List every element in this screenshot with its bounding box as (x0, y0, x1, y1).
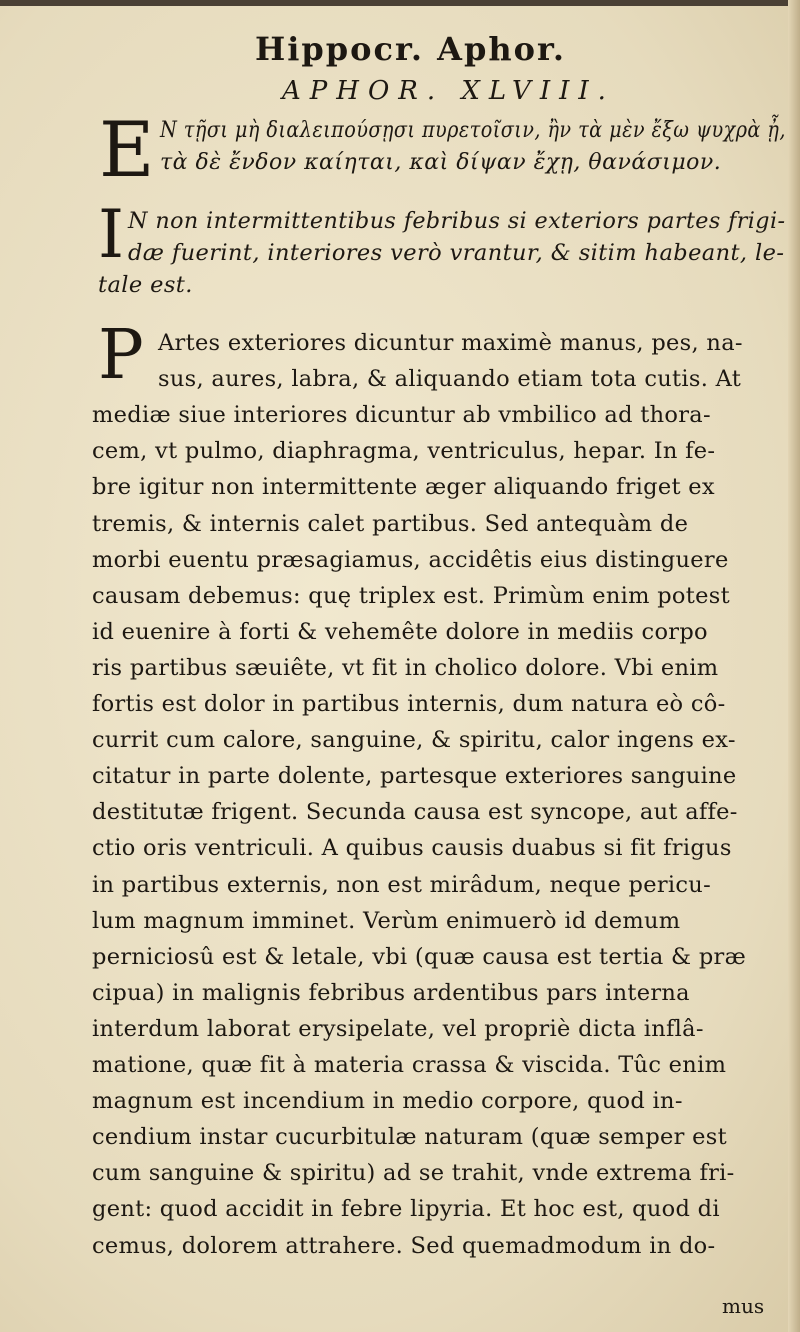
commentary-line: Artes exteriores dicuntur maximè manus, pes, na- (158, 330, 743, 356)
commentary-line: cemus, dolorem attrahere. Sed quemadmodum in do- (92, 1232, 716, 1259)
commentary-line: mediæ siue interiores dicuntur ab vmbilico ad thora- (92, 402, 711, 429)
commentary-line: bre igitur non intermittente æger aliquando friget ex (92, 474, 715, 501)
commentary-line: cipua) in malignis febribus ardentibus pars interna (92, 979, 690, 1006)
latin-drop-initial: I (98, 196, 125, 273)
greek-drop-initial: E (99, 105, 155, 194)
catchword: mus (722, 1294, 765, 1318)
commentary-line: matione, quæ fit à materia crassa & viscida. Tûc enim (92, 1052, 727, 1078)
commentary-line: in partibus externis, non est mirâdum, neque pericu- (92, 871, 712, 898)
commentary-line: tremis, & internis calet partibus. Sed antequàm de (92, 510, 689, 537)
commentary-line: cem, vt pulmo, diaphragma, ventriculus, hepar. In fe- (92, 438, 716, 465)
page-gutter-shadow (788, 0, 800, 1332)
commentary-line: cendium instar cucurbitulæ naturam (quæ semper est (92, 1124, 727, 1151)
commentary-line: cum sanguine & spiritu) ad se trahit, vnde extrema fri- (92, 1160, 735, 1187)
latin-line-2: dæ fuerint, interiores verò vrantur, & sitim habeant, le- (128, 240, 785, 266)
commentary-line: ris partibus sæuiête, vt fit in cholico dolore. Vbi enim (92, 654, 719, 681)
running-head: Hippocr. Aphor. (255, 30, 567, 68)
greek-line-1: Ν τῇσι μὴ διαλειπούσῃσι πυρετοῖσιν, ἢν τὰ μὲν ἔξω ψυχρὰ ᾖ, (160, 118, 786, 143)
commentary-line: magnum est incendium in medio corpore, quod in- (92, 1088, 683, 1115)
commentary-line: ctio oris ventriculi. A quibus causis duabus si fit frigus (92, 835, 732, 862)
commentary-line: sus, aures, labra, & aliquando etiam tota cutis. At (158, 366, 742, 393)
latin-line-1: N non intermittentibus febribus si exteriors partes frigi- (128, 208, 786, 234)
commentary-drop-initial: P (98, 316, 144, 395)
commentary-line: fortis est dolor in partibus internis, dum natura eò cô- (92, 691, 726, 717)
commentary-line: interdum laborat erysipelate, vel propriè dicta inflâ- (92, 1015, 704, 1042)
commentary-line: id euenire à forti & vehemête dolore in mediis corpo (92, 618, 708, 645)
commentary-line: lum magnum imminet. Verùm enimuerò id demum (92, 907, 681, 934)
page-top-edge (0, 0, 800, 6)
commentary-line: morbi euentu præsagiamus, accidêtis eius distinguere (92, 546, 729, 573)
commentary-line: citatur in parte dolente, partesque exteriores sanguine (92, 763, 737, 790)
greek-line-2: τὰ δὲ ἔνδον καίηται, καὶ δίψαν ἔχῃ, θανάσιμον. (160, 150, 722, 175)
aphorism-number: APHOR. XLVIII. (282, 76, 615, 106)
commentary-line: currit cum calore, sanguine, & spiritu, calor ingens ex- (92, 727, 736, 754)
commentary-line: perniciosû est & letale, vbi (quæ causa est tertia & præ (92, 943, 747, 970)
commentary-line: causam debemus: quę triplex est. Primùm enim potest (92, 582, 730, 609)
commentary-line: gent: quod accidit in febre lipyria. Et hoc est, quod di (92, 1196, 720, 1223)
commentary-line: destitutæ frigent. Secunda causa est syncope, aut affe- (92, 799, 738, 826)
latin-line-3: tale est. (98, 272, 193, 298)
